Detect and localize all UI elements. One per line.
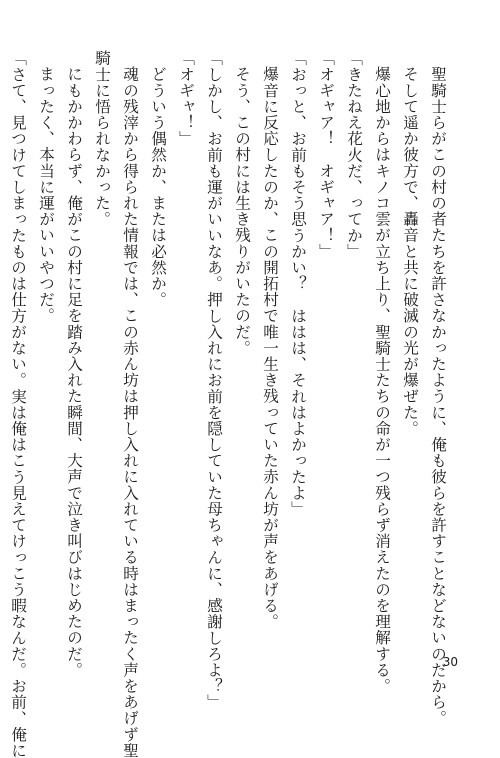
dialogue-line: 「さて、見つけてしまったものは仕方がない。実は俺はこう見えてけっこう暇なんだ。お前、俺に	[9, 50, 27, 758]
dialogue-line: 「オギャア！ オギャア！」	[317, 50, 335, 260]
dialogue-line: 「おっと、お前もそう思うかい？ ははは、それはよかったよ」	[289, 50, 307, 517]
text-line-continuation: 騎士に悟られなかった。	[93, 50, 111, 228]
dialogue-line: 「オギャ！」	[177, 50, 195, 147]
text-line: どういう偶然か、または必然か。	[149, 65, 167, 308]
text-line: にもかかわらず、俺がこの村に足を踏み入れた瞬間、大声で泣き叫びはじめたのだ。	[65, 65, 83, 678]
text-line: 聖騎士らがこの村の者たちを許さなかったように、俺も彼らを許すことなどないのだから。	[429, 65, 447, 726]
text-line: 魂の残滓から得られた情報では、この赤ん坊は押し入れに入れている時はまったく声をあげず聖	[121, 65, 139, 758]
text-line: そう、この村には生き残りがいたのだ。	[233, 65, 251, 356]
page-number: 30	[442, 655, 458, 669]
text-line: 爆音に反応したのか、この開拓村で唯一生き残っていた赤ん坊が声をあげる。	[261, 65, 279, 630]
dialogue-line: 「きたねえ花火だ、ってか」	[345, 50, 363, 260]
text-line: まったく、本当に運がいいやつだ。	[37, 65, 55, 324]
text-line: そして遥か彼方で、轟音と共に破滅の光が爆ぜた。	[401, 65, 419, 436]
dialogue-line: 「しかし、お前も運がいいなあ。押し入れにお前を隠していた母ちゃんに、感謝しろよ？」	[205, 50, 223, 711]
text-line: 爆心地からはキノコ雲が立ち上り、聖騎士たちの命が一つ残らず消えたのを理解する。	[373, 65, 391, 694]
